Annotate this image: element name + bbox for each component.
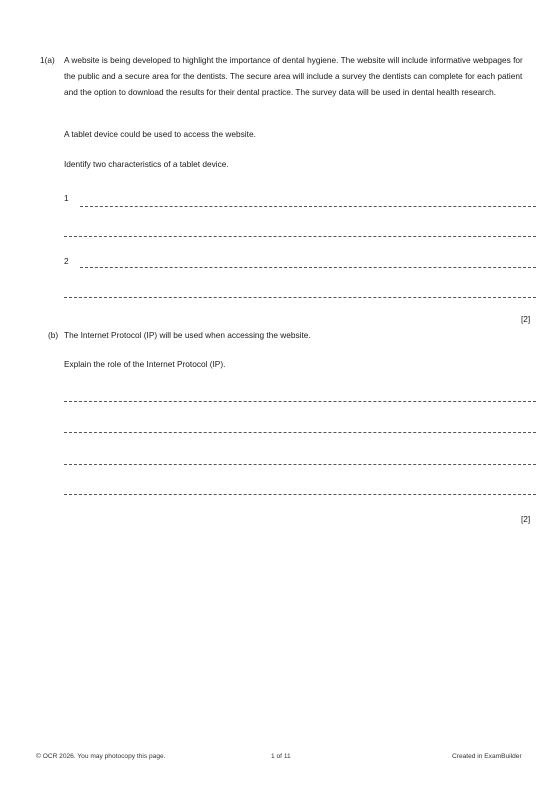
- answer-line-b1[interactable]: [64, 401, 536, 402]
- question-b-prompt: Explain the role of the Internet Protocol (IP).: [64, 359, 226, 369]
- answer-line-b4[interactable]: [64, 494, 536, 495]
- answer-line-b3[interactable]: [64, 464, 536, 465]
- answer-line-2a[interactable]: [80, 267, 536, 268]
- question-prompt: Identify two characteristics of a tablet device.: [64, 159, 229, 169]
- question-number-1b: (b): [48, 330, 59, 340]
- answer-line-b2[interactable]: [64, 432, 536, 433]
- footer-copyright: © OCR 2026. You may photocopy this page.: [36, 753, 166, 760]
- answer-line-2b[interactable]: [64, 297, 536, 298]
- footer-created: Created in ExamBuilder: [452, 753, 522, 760]
- answer-line-1b[interactable]: [64, 236, 536, 237]
- marks-1a: [2]: [521, 314, 531, 324]
- answer-label-1: 1: [64, 193, 69, 203]
- question-number-1a: 1(a): [40, 55, 55, 65]
- answer-line-1a[interactable]: [80, 206, 536, 207]
- answer-label-2: 2: [64, 256, 69, 266]
- question-context: A tablet device could be used to access the website.: [64, 129, 256, 139]
- marks-1b: [2]: [521, 514, 531, 524]
- footer-page-number: 1 of 11: [271, 753, 291, 760]
- question-b-context: The Internet Protocol (IP) will be used when accessing the website.: [64, 330, 311, 340]
- question-intro: A website is being developed to highlight the importance of dental hygiene. The website will include informative webpages for the public and a secure area for the dentists. The secure area will include a survey the dentists can complete for each patient and the option to download the results for their dental practice. The survey data will be used in dental health research.: [64, 55, 523, 97]
